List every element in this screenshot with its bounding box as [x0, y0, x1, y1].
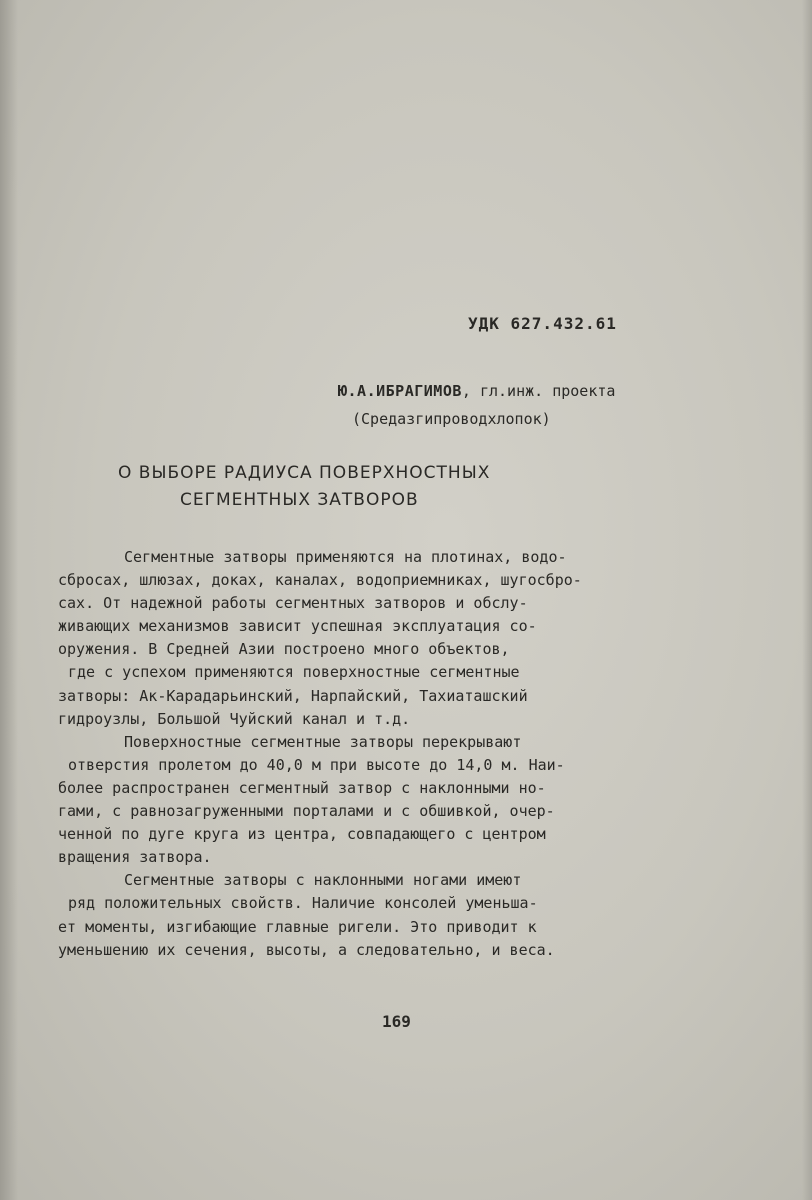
body-line: гами, с равнозагруженными порталами и с обшивкой, очер- [58, 802, 555, 821]
body-line: вращения затвора. [58, 848, 212, 867]
article-body [58, 546, 734, 962]
title-line-1: О ВЫБОРЕ РАДИУСА ПОВЕРХНОСТНЫХ [118, 463, 491, 483]
page-edge-shadow-left [0, 0, 18, 1200]
author-name: Ю.А.ИБРАГИМОВ [338, 382, 462, 400]
body-line: более распространен сегментный затвор с наклонными но- [58, 778, 546, 797]
body-line: гидроузлы, Большой Чуйский канал и т.д. [58, 709, 411, 728]
title-line-2: СЕГМЕНТНЫХ ЗАТВОРОВ [180, 490, 419, 510]
author-position: , гл.инж. проекта [461, 382, 616, 400]
body-line: ченной по дуге круга из центра, совпадающего с центром [58, 825, 546, 844]
body-line: отверстия пролетом до 40,0 м при высоте до 14,0 м. Наи- [68, 755, 565, 774]
body-line: сах. От надежной работы сегментных затворов и обслу- [58, 594, 528, 613]
page-edge-shadow-right [802, 0, 812, 1200]
body-line: Сегментные затворы с наклонными ногами имеют [124, 871, 522, 890]
body-line: Сегментные затворы применяются на плотинах, водо- [124, 548, 567, 566]
article-title [118, 460, 598, 514]
author-line [338, 382, 615, 400]
body-line: оружения. В Средней Азии построено много объектов, [58, 640, 510, 659]
body-line: живающих механизмов зависит успешная эксплуатация со- [58, 617, 537, 636]
body-line: затворы: Ак-Карадарьинский, Нарпайский, Тахиаташский [58, 686, 528, 705]
body-line: Поверхностные сегментные затворы перекрывают [124, 732, 522, 751]
body-line: ет моменты, изгибающие главные ригели. Это приводит к [58, 917, 537, 936]
body-line: сбросах, шлюзах, доках, каналах, водоприемниках, шугосбро- [58, 571, 582, 590]
udk-code: УДК 627.432.61 [468, 314, 617, 333]
author-organization: (Средазгипроводхлопок) [352, 410, 551, 428]
body-line: где с успехом применяются поверхностные сегментные [68, 663, 520, 682]
body-line: ряд положительных свойств. Наличие консолей уменьша- [68, 894, 538, 913]
page-number: 169 [382, 1012, 411, 1031]
body-line: уменьшению их сечения, высоты, а следовательно, и веса. [58, 940, 555, 959]
